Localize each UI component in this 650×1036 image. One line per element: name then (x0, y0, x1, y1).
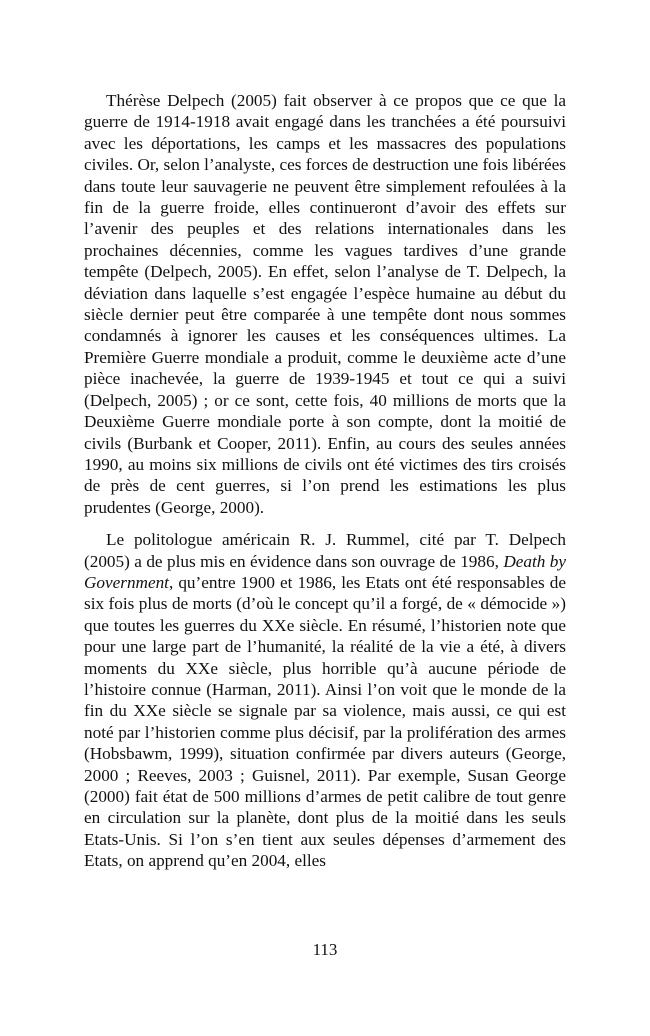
paragraph-2-text-end: , qu’entre 1900 et 1986, les Etats ont été responsables de six fois plus de morts (d’où le concept qu’il a forgé, de « démocide ») que toutes les guerres du XXe siècle. En résumé, l’historien note que pour une large part de l’humanité, la réalité de la vie a été, à divers moments du XXe siècle, plus horrible qu’à aucune période de l’histoire connue (Harman, 2011). Ainsi l’on voit que le monde de la fin du XXe siècle se signale par sa violence, mais aussi, ce qui est noté par l’historien comme plus décisif, par la prolifération des armes (Hobsbawm, 1999), situation confirmée par divers auteurs (George, 2000 ; Reeves, 2003 ; Guisnel, 2011). Par exemple, Susan George (2000) fait état de 500 millions d’armes de petit calibre de tout genre en circulation sur la planète, dont plus de la moitié dans les seuls Etats-Unis. Si l’on s’en tient aux seules dépenses d’armement des Etats, on apprend qu’en 2004, elles (84, 572, 566, 871)
page-number: 113 (312, 940, 338, 959)
paragraph-1: Thérèse Delpech (2005) fait observer à ce propos que ce que la guerre de 1914-1918 avait engagé dans les tranchées a été poursuivi avec les déportations, les camps et les massacres des populations civiles. Or, selon l’analyste, ces forces de destruction une fois libérées dans toute leur sauvagerie ne peuvent être simplement refoulées à la fin de la guerre froide, elles continueront d’avoir des effets sur l’avenir des peuples et des relations internationales dans les prochaines décennies, comme les vagues tardives d’une grande tempête (Delpech, 2005). En effet, selon l’analyse de T. Delpech, la déviation dans laquelle s’est engagée l’espèce humaine au début du siècle dernier peut être comparée à une tempête dont nous sommes condamnés à ignorer les causes et les conséquences ultimes. La Première Guerre mondiale a produit, comme le deuxième acte d’une pièce inachevée, la guerre de 1939-1945 et tout ce qui a suivi (Delpech, 2005) ; or ce sont, cette fois, 40 millions de morts que la Deuxième Guerre mondiale porte à son compte, dont la moitié de civils (Burbank et Cooper, 2011). Enfin, au cours des seules années 1990, au moins six millions de civils ont été victimes des tirs croisés de près de cent guerres, si l’on prend les estimations les plus prudentes (George, 2000). (84, 91, 566, 517)
paragraph-2 (84, 529, 566, 872)
paragraph-2-text-start: Le politologue américain R. J. Rummel, cité par T. Delpech (2005) a de plus mis en évidence dans son ouvrage de 1986, (84, 530, 566, 571)
book-title: Death by Government (84, 551, 566, 592)
page-body (84, 90, 566, 872)
